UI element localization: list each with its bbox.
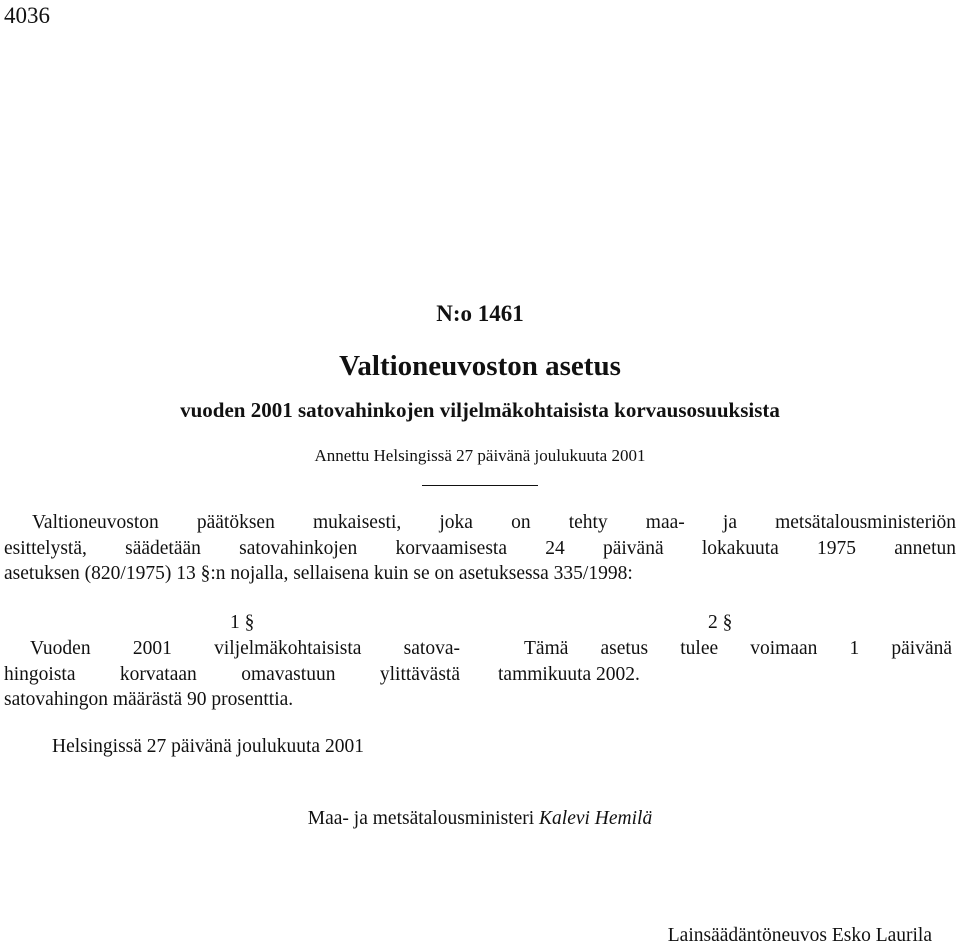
- preamble-paragraph: [4, 510, 956, 587]
- page-number: 4036: [4, 3, 50, 28]
- preamble-line: asetuksen (820/1975) 13 §:n nojalla, sellaisena kuin se on asetuksessa 335/1998:: [4, 563, 633, 584]
- act-subtitle: vuoden 2001 satovahinkojen viljelmäkohtaisista korvausosuuksista: [180, 398, 780, 422]
- section-2-text: [498, 636, 952, 687]
- section-2-heading: 2 §: [708, 612, 733, 633]
- section-2-line: tammikuuta 2002.: [498, 663, 640, 685]
- given-date-line: Annettu Helsingissä 27 päivänä joulukuuta 2001: [314, 446, 646, 465]
- signature-place-date: Helsingissä 27 päivänä joulukuuta 2001: [52, 736, 364, 757]
- section-1-text: [4, 636, 460, 713]
- act-title: Valtioneuvoston asetus: [339, 350, 621, 382]
- section-1-heading: 1 §: [230, 612, 255, 633]
- section-1-line: satovahingon määrästä 90 prosenttia.: [4, 689, 294, 710]
- minister-title: Maa- ja metsätalousministeri: [307, 808, 535, 829]
- preamble-line: esittelystä, säädetään satovahinkojen korvaamisesta 24 päivänä lokakuuta 1975 annetun: [4, 537, 956, 559]
- preamble-line: Valtioneuvoston päätöksen mukaisesti, joka on tehty maa- ja metsätalousministeriön: [32, 512, 956, 533]
- section-1-line: hingoista korvataan omavastuun ylittävästä: [4, 663, 460, 685]
- minister-name: Kalevi Hemilä: [539, 808, 653, 829]
- section-2-line: Tämä asetus tulee voimaan 1 päivänä: [524, 638, 952, 659]
- minister-signature: [0, 806, 960, 831]
- title-divider: [422, 485, 538, 486]
- counsellor-signature: Lainsäädäntöneuvos Esko Laurila: [667, 925, 932, 946]
- act-number: N:o 1461: [436, 301, 524, 326]
- section-1-line: Vuoden 2001 viljelmäkohtaisista satova-: [30, 638, 460, 659]
